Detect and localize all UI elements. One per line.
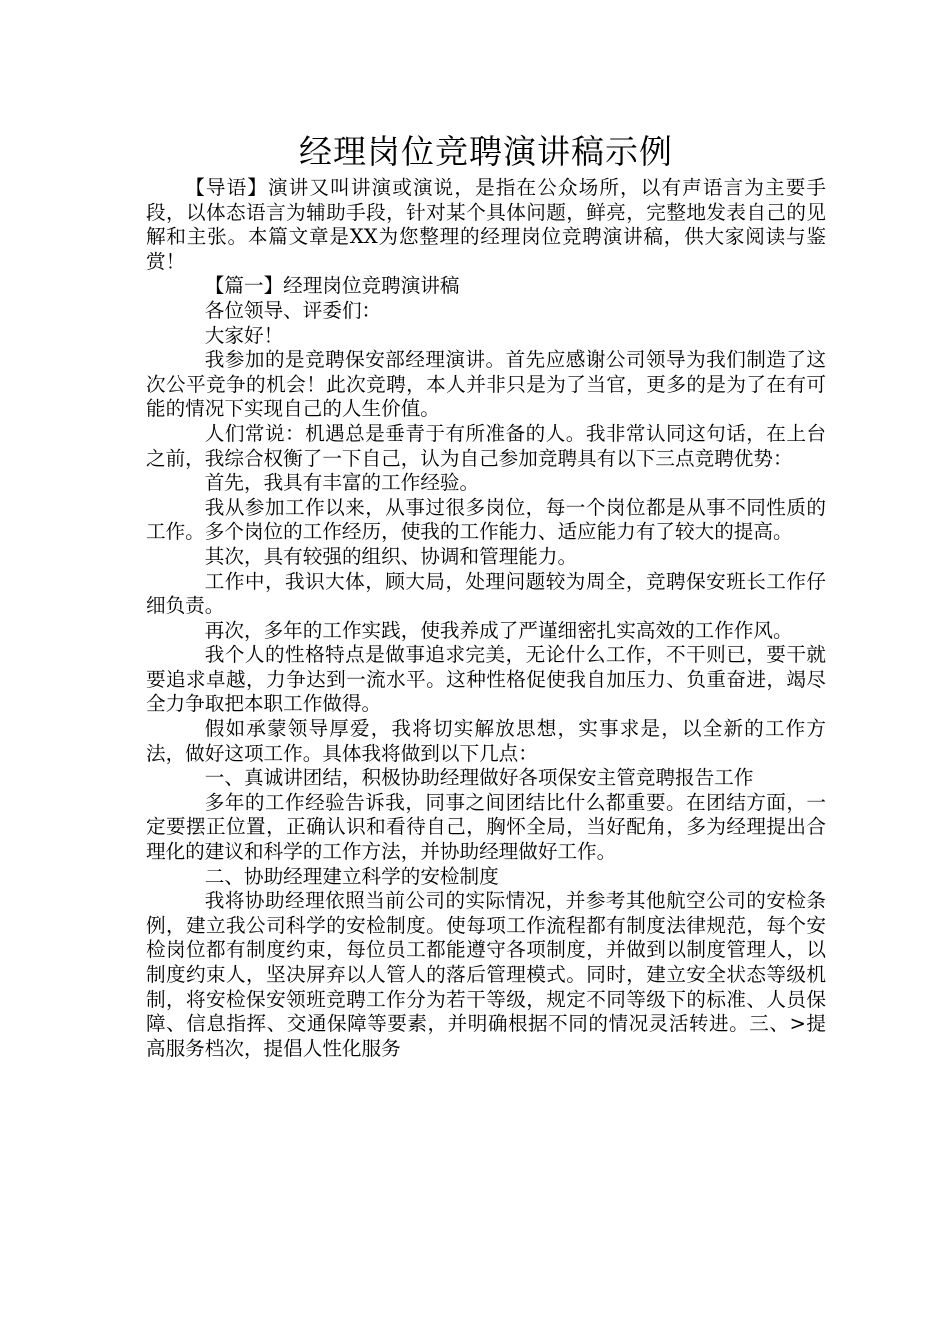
paragraph: 我参加的是竞聘保安部经理演讲。首先应感谢公司领导为我们制造了这次公平竞争的机会！此次竞聘，本人并非只是为了当官，更多的是为了在有可能的情况下实现自己的人生价值。 — [146, 348, 826, 421]
paragraph: 多年的工作经验告诉我，同事之间团结比什么都重要。在团结方面，一定要摆正位置，正确认识和看待自己，胸怀全局，当好配角，多为经理提出合理化的建议和科学的工作方法，并协助经理做好工作。 — [146, 790, 826, 864]
paragraph: 我将协助经理依照当前公司的实际情况，并参考其他航空公司的安检条例，建立我公司科学的安检制度。使每项工作流程都有制度法律规范，每个安检岗位都有制度约束，每位员工都能遵守各项制度，并做到以制度管理人，以制度约束人，坚决屏弃以人管人的落后管理模式。同时，建立安全状态等级机制，将安检保安领班竞聘工作分为若干等级，规定不同等级下的标准、人员保障、信息指挥、交通保障等要素，并明确根据不同的情况灵活转进。三、>提高服务档次，提倡人性化服务 — [146, 889, 826, 1060]
paragraph: 假如承蒙领导厚爱，我将切实解放思想，实事求是，以全新的工作方法，做好这项工作。具体我将做到以下几点： — [146, 717, 826, 765]
paragraph: 工作中，我识大体，顾大局，处理问题较为周全，竞聘保安班长工作仔细负责。 — [146, 569, 826, 618]
paragraph: 其次，具有较强的组织、协调和管理能力。 — [204, 544, 578, 568]
paragraph-list-heading: 二、协助经理建立科学的安检制度 — [204, 864, 499, 888]
document-page — [146, 128, 826, 1061]
paragraph: 我从参加工作以来，从事过很多岗位，每一个岗位都是从事不同性质的工作。多个岗位的工作经历，使我的工作能力、适应能力有了较大的提高。 — [146, 495, 826, 544]
paragraph: 人们常说：机遇总是垂青于有所准备的人。我非常认同这句话，在上台之前，我综合权衡了一下自己，认为自己参加竞聘具有以下三点竞聘优势： — [146, 421, 826, 470]
paragraph: 再次，多年的工作实践，使我养成了严谨细密扎实高效的工作作风。 — [204, 618, 793, 642]
paragraph-section-heading: 【篇一】经理岗位竞聘演讲稿 — [204, 274, 460, 298]
paragraph-intro: 【导语】演讲又叫讲演或演说，是指在公众场所，以有声语言为主要手段，以体态语言为辅助手段，针对某个具体问题，鲜亮，完整地发表自己的见解和主张。本篇文章是XX为您整理的经理岗位竞聘演讲稿，供大家阅读与鉴赏！ — [146, 176, 826, 273]
paragraph-greeting: 大家好！ — [204, 323, 284, 347]
paragraph: 我个人的性格特点是做事追求完美，无论什么工作，不干则已，要干就要追求卓越，力争达到一流水平。这种性格促使我自加压力、负重奋进，竭尽全力争取把本职工作做得。 — [146, 643, 826, 716]
document-title: 经理岗位竞聘演讲稿示例 — [299, 132, 673, 171]
paragraph-salutation: 各位领导、评委们： — [204, 298, 382, 322]
document-body — [146, 176, 826, 1061]
paragraph-list-heading: 一、真诚讲团结，积极协助经理做好各项保安主管竞聘报告工作 — [204, 766, 754, 790]
paragraph: 首先，我具有丰富的工作经验。 — [204, 471, 480, 495]
